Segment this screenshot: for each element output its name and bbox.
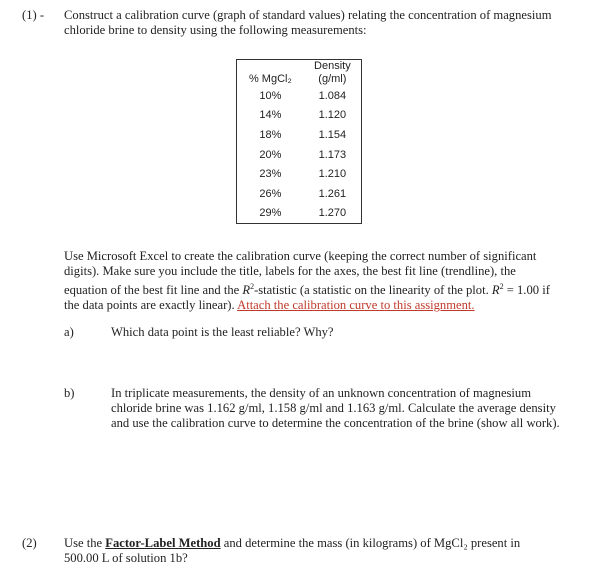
cell-concentration: 29% <box>259 207 282 220</box>
header-density <box>304 60 362 87</box>
table-row <box>237 184 362 204</box>
table-row <box>237 125 362 145</box>
header-density-unit: (g/ml) <box>318 73 347 85</box>
q2-line-2: 500.00 L of solution 1b? <box>64 551 188 565</box>
header-concentration: % MgCl₂ <box>248 73 292 85</box>
cell-concentration: 26% <box>259 187 282 200</box>
q2-line-1: Use the Factor-Label Method and determine the mass (in kilograms) of MgCl₂ present in <box>64 536 521 550</box>
cell-density: 1.261 <box>318 187 347 200</box>
cell-concentration: 10% <box>259 89 282 102</box>
table-row <box>237 145 362 165</box>
excel-line-3: equation of the best fit line and the $R^2$-statistic (a statistic on the linearity of the plot. $R^2 = 1.00$ if <box>64 282 550 298</box>
intro-line-2: chloride brine to density using the following measurements: <box>64 23 367 37</box>
excel-line-4: the data points are exactly linear). Attach the calibration curve to this assignment. <box>64 298 475 313</box>
excel-line-1: Use Microsoft Excel to create the calibration curve (keeping the correct number of significant <box>64 249 537 263</box>
table-row <box>237 86 362 106</box>
question-2-text <box>64 536 604 566</box>
cell-density: 1.120 <box>318 109 347 122</box>
cell-concentration: 23% <box>259 168 282 181</box>
table-row <box>237 204 362 224</box>
table-header-row <box>237 60 362 87</box>
question-1-intro <box>64 8 552 38</box>
table-row <box>237 164 362 184</box>
part-b-line-1: In triplicate measurements, the density of an unknown concentration of magnesium <box>111 386 532 400</box>
factor-label-method: Factor-Label Method <box>105 536 221 550</box>
part-b-question <box>111 386 606 431</box>
cell-concentration: 20% <box>259 148 282 161</box>
cell-density: 1.270 <box>318 207 347 220</box>
part-b-label: b) <box>64 386 75 400</box>
part-a-question: Which data point is the least reliable? Why? <box>111 325 334 339</box>
question-2-number: (2) <box>22 536 37 550</box>
cell-density: 1.084 <box>318 89 347 102</box>
part-a-label: a) <box>64 325 74 339</box>
table-row <box>237 106 362 126</box>
excel-line-2: digits). Make sure you include the title, labels for the axes, the best fit line (trendline), the <box>64 264 516 278</box>
header-density-label: Density <box>314 60 351 72</box>
intro-line-1: Construct a calibration curve (graph of standard values) relating the concentration of magnesium <box>64 8 552 22</box>
cell-density: 1.154 <box>318 128 347 141</box>
excel-instructions <box>64 249 604 313</box>
cell-density: 1.210 <box>318 168 347 181</box>
cell-concentration: 14% <box>259 109 282 122</box>
attach-calibration-link[interactable]: Attach the calibration curve to this assignment. <box>237 298 475 313</box>
measurements-table <box>236 59 362 224</box>
cell-density: 1.173 <box>318 148 347 161</box>
question-1-number: (1) - <box>22 8 45 22</box>
part-b-line-3: and use the calibration curve to determine the concentration of the brine (show all work). <box>111 416 560 430</box>
cell-concentration: 18% <box>259 128 282 141</box>
part-b-line-2: chloride brine was 1.162 g/ml, 1.158 g/ml and 1.163 g/ml. Calculate the average density <box>111 401 556 415</box>
